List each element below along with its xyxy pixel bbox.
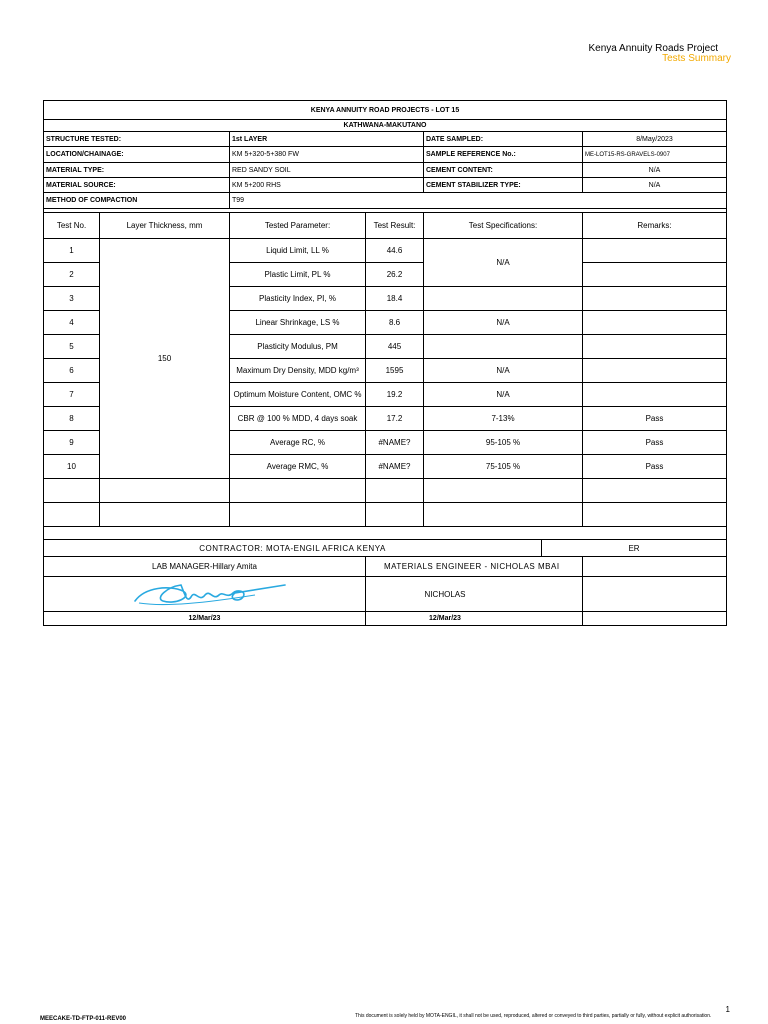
- tested-parameter: Plasticity Index, PI, %: [230, 287, 366, 311]
- contractor-label: CONTRACTOR: MOTA-ENGIL AFRICA KENYA: [44, 540, 542, 557]
- remark: Pass: [583, 431, 727, 455]
- cement-content-value: N/A: [583, 163, 727, 178]
- test-spec: 7-13%: [424, 407, 583, 431]
- col-spec: Test Specifications:: [424, 213, 583, 239]
- remark: [583, 311, 727, 335]
- test-result: 8.6: [366, 311, 424, 335]
- location-label: LOCATION/CHAINAGE:: [44, 147, 230, 163]
- stabilizer-value: N/A: [583, 178, 727, 193]
- empty-row: [44, 479, 727, 503]
- er-signature-blank: [583, 577, 727, 612]
- remark: [583, 239, 727, 263]
- remark: [583, 335, 727, 359]
- tests-summary-table: [43, 100, 727, 626]
- engineer-date: 12/Mar/23: [366, 612, 583, 626]
- test-spec: N/A: [424, 311, 583, 335]
- document-subtitle: Tests Summary: [662, 53, 731, 64]
- remark: [583, 383, 727, 407]
- tested-parameter: Average RC, %: [230, 431, 366, 455]
- er-label: ER: [542, 540, 727, 557]
- test-spec: 95-105 %: [424, 431, 583, 455]
- cement-content-label: CEMENT CONTENT:: [424, 163, 583, 178]
- test-no: 10: [44, 455, 100, 479]
- date-value: 8/May/2023: [583, 132, 727, 147]
- test-result: 17.2: [366, 407, 424, 431]
- col-parameter: Tested Parameter:: [230, 213, 366, 239]
- remark: [583, 263, 727, 287]
- sample-label: SAMPLE REFERENCE No.:: [424, 147, 583, 163]
- test-no: 3: [44, 287, 100, 311]
- col-test-no: Test No.: [44, 213, 100, 239]
- material-source-label: MATERIAL SOURCE:: [44, 178, 230, 193]
- test-spec: [424, 335, 583, 359]
- test-no: 7: [44, 383, 100, 407]
- test-no: 5: [44, 335, 100, 359]
- col-result: Test Result:: [366, 213, 424, 239]
- tested-parameter: Linear Shrinkage, LS %: [230, 311, 366, 335]
- tested-parameter: Plastic Limit, PL %: [230, 263, 366, 287]
- material-source-value: KM 5+200 RHS: [230, 178, 424, 193]
- remark: [583, 359, 727, 383]
- test-result: 19.2: [366, 383, 424, 407]
- tested-parameter: Liquid Limit, LL %: [230, 239, 366, 263]
- stabilizer-label: CEMENT STABILIZER TYPE:: [424, 178, 583, 193]
- remark: Pass: [583, 407, 727, 431]
- lab-manager-date: 12/Mar/23: [44, 612, 366, 626]
- col-thickness: Layer Thickness, mm: [100, 213, 230, 239]
- tested-parameter: Plasticity Modulus, PM: [230, 335, 366, 359]
- table-row: [44, 239, 727, 263]
- test-no: 6: [44, 359, 100, 383]
- material-type-value: RED SANDY SOIL: [230, 163, 424, 178]
- test-result: 26.2: [366, 263, 424, 287]
- er-date-blank: [583, 612, 727, 626]
- layer-thickness: 150: [100, 239, 230, 479]
- test-no: 4: [44, 311, 100, 335]
- test-result: #NAME?: [366, 455, 424, 479]
- remark: [583, 287, 727, 311]
- test-result: 44.6: [366, 239, 424, 263]
- test-result: #NAME?: [366, 431, 424, 455]
- test-result: 1595: [366, 359, 424, 383]
- compaction-value: T99: [230, 193, 727, 209]
- materials-engineer-label: MATERIALS ENGINEER - NICHOLAS MBAI: [366, 557, 583, 577]
- lab-manager-label: LAB MANAGER-Hillary Amita: [44, 557, 366, 577]
- er-blank: [583, 557, 727, 577]
- tested-parameter: Optimum Moisture Content, OMC %: [230, 383, 366, 407]
- test-no: 9: [44, 431, 100, 455]
- date-label: DATE SAMPLED:: [424, 132, 583, 147]
- test-no: 8: [44, 407, 100, 431]
- compaction-label: METHOD OF COMPACTION: [44, 193, 230, 209]
- structure-label: STRUCTURE TESTED:: [44, 132, 230, 147]
- test-spec: [424, 287, 583, 311]
- project-title: Kenya Annuity Roads Project: [588, 43, 718, 54]
- test-spec: N/A: [424, 359, 583, 383]
- tested-parameter: CBR @ 100 % MDD, 4 days soak: [230, 407, 366, 431]
- signature-image: [115, 577, 295, 611]
- test-no: 2: [44, 263, 100, 287]
- remark: Pass: [583, 455, 727, 479]
- tested-parameter: Maximum Dry Density, MDD kg/m³: [230, 359, 366, 383]
- col-remarks: Remarks:: [583, 213, 727, 239]
- report-title: KENYA ANNUITY ROAD PROJECTS - LOT 15: [44, 101, 727, 120]
- structure-value: 1st LAYER: [230, 132, 424, 147]
- empty-row: [44, 503, 727, 527]
- sample-value: ME-LOT15-RS-GRAVELS-0907: [583, 147, 727, 163]
- test-result: 445: [366, 335, 424, 359]
- page-number: 1: [725, 1005, 730, 1014]
- report-subtitle: KATHWANA-MAKUTANO: [44, 120, 727, 132]
- confidentiality-notice: This document is solely held by MOTA-ENGIL, it shall not be used, reproduced, altered or conveyed to third parties, partially or fully, without explicit authorisation.: [355, 1013, 712, 1019]
- tested-parameter: Average RMC, %: [230, 455, 366, 479]
- test-result: 18.4: [366, 287, 424, 311]
- test-spec: N/A: [424, 383, 583, 407]
- test-spec: 75-105 %: [424, 455, 583, 479]
- test-spec: N/A: [424, 239, 583, 287]
- location-value: KM 5+320-5+380 FW: [230, 147, 424, 163]
- test-no: 1: [44, 239, 100, 263]
- document-code: MEECAKE-TD-FTP-011-REV00: [40, 1016, 127, 1022]
- lab-manager-signature: [44, 577, 366, 612]
- engineer-signature-text: NICHOLAS: [366, 577, 583, 612]
- material-type-label: MATERIAL TYPE:: [44, 163, 230, 178]
